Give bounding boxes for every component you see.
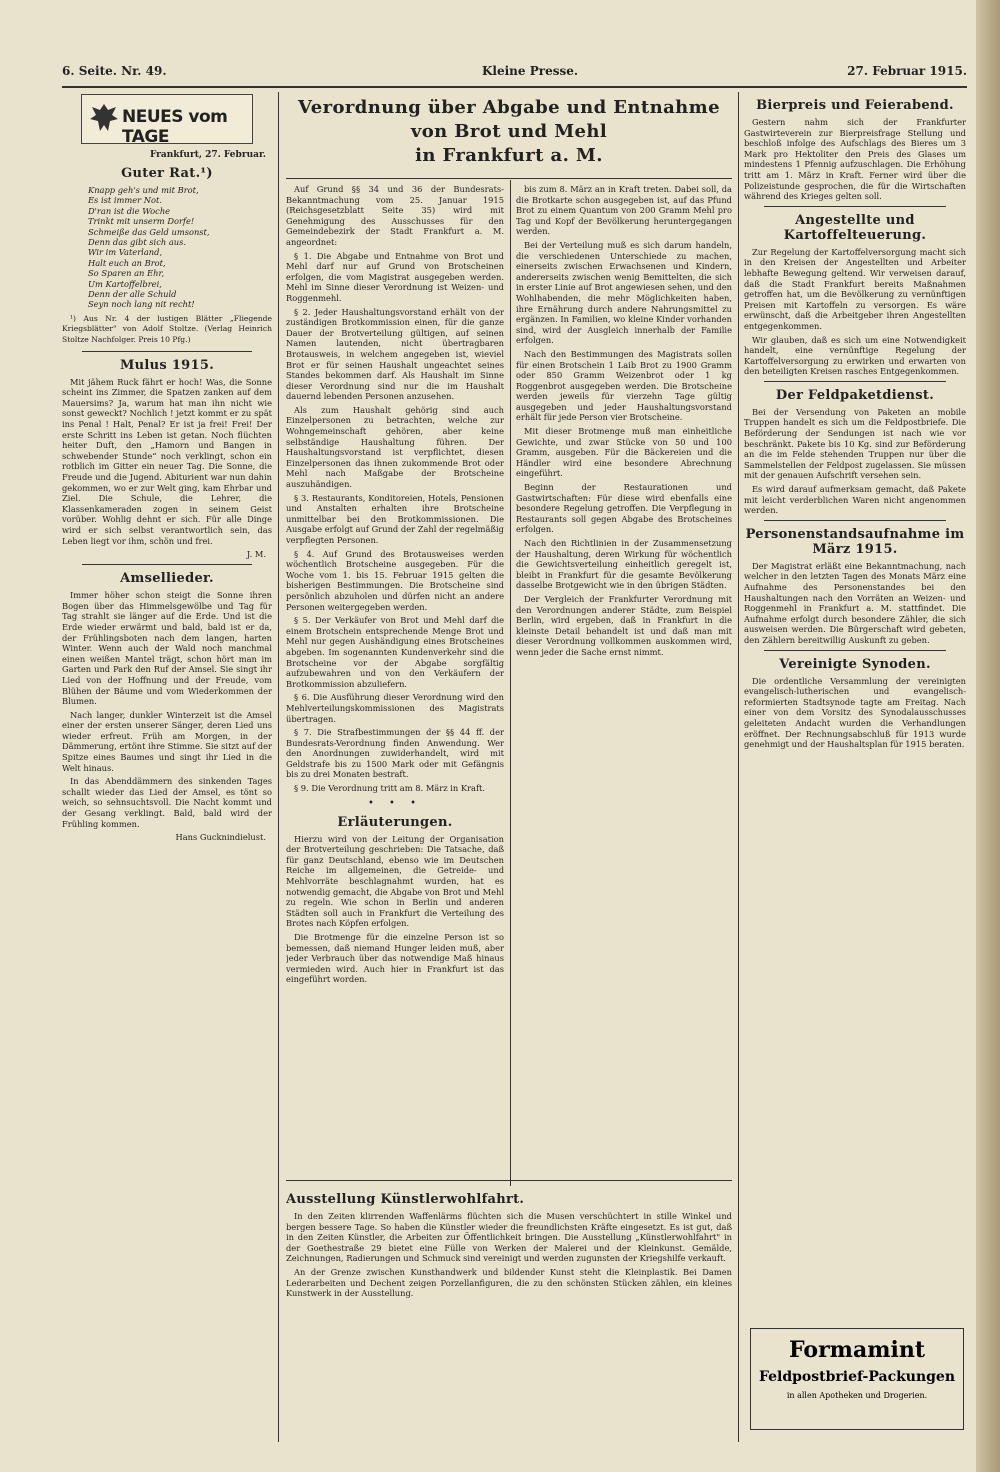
- article-body: § 3. Restaurants, Konditoreien, Hotels, Pensionen und Anstalten erhalten ihre Brotscheine unmittelbar bei den Brotkommissionen. Die Ausgabe erfolgt auf Grund der Zahl der regelmäßig verpflegten Personen.: [286, 492, 504, 545]
- article-title: Mulus 1915.: [119, 357, 215, 373]
- article-title: Der Feldpaketdienst.: [775, 387, 935, 403]
- article-body: § 6. Die Ausführung dieser Verordnung wird den Mehlverteilungskommissionen des Magistrats übertragen.: [286, 692, 504, 724]
- article-body: Die Brotmenge für die einzelne Person ist so bemessen, daß niemand Hunger leiden muß, aber jeder Verbrauch über das notwendige Maß hinaus vermieden wird. Auch hier in Frankfurt ist das eingeführt worden.: [286, 932, 504, 985]
- article-body: Beginn der Restaurationen und Gastwirtschaften: Für diese wird ebenfalls eine besondere Regelung getroffen. Die Verpflegung in Restaurants soll gegen Abgabe des Brotscheines erfolgen.: [516, 482, 732, 535]
- article-title: Amsellieder.: [120, 571, 214, 587]
- signature: J. M.: [246, 549, 266, 560]
- article-title: Vereinigte Synoden.: [779, 656, 931, 672]
- article-body: § 9. Die Verordnung tritt am 8. März in Kraft.: [294, 783, 486, 794]
- article-body: § 1. Die Abgabe und Entnahme von Brot und Mehl darf nur auf Grund von Brotscheinen erfolgen, die vom Magistrat ausgegeben werden. Mehl im Sinne dieser Verordnung ist Weizen- und Roggenmehl.: [286, 250, 504, 303]
- article-body: Bei der Verteilung muß es sich darum handeln, die verschiedenen Unterschiede zu machen, einerseits zwischen Erwachsenen und Kindern, andererseits zwischen wenig Bemittelten, die sich in erster Linie auf Brot angewiesen sehen, und den Wohlhabenden, die mehr Möglichkeiten haben, ihre Ernährung durch andere Nahrungsmittel zu ergänzen. In Familien, wo kleine Kinder vorhanden sind, wird der Ausgleich innerhalb der Familie erfolgen.: [516, 239, 732, 346]
- article-body: § 7. Die Strafbestimmungen der §§ 44 ff. der Bundesrats-Verordnung finden Anwendung. Wer den Anordnungen zuwiderhandelt, wird mit Geldstrafe bis zu 1500 Mark oder mit Gefängnis bis zu drei Monaten bestraft.: [286, 727, 504, 780]
- article-rule: [286, 1180, 732, 1181]
- poem: Knapp geh's und mit Brot, Es ist immer Not. D'ran ist die Woche Trinkt mit unserm Dorfe! Schmeiße das Geld umsonst, Denn das gibt sich aus. Wir im Vaterland, Halt euch an Brot, So Sparen an Ehr, Um Kartoffelbrei, Denn der alle Schuld Seyn noch lang nit recht!: [88, 185, 210, 310]
- article-body: Mit dieser Brotmenge muß man einheitliche Gewichte, und zwar Stücke von 50 und 100 Gramm, ausgeben. Für die Bäckereien und die Händler wird eine besondere Abrechnung eingeführt.: [516, 426, 732, 479]
- page-header: [62, 64, 967, 84]
- footnote: ¹) Aus Nr. 4 der lustigen Blätter „Fliegende Kriegsblätter" von Adolf Stoltze. (Verlag Heinrich Stoltze Nachfolger. Preis 10 Pfg.): [62, 313, 272, 345]
- article-title: Erläuterungen.: [337, 814, 453, 830]
- headline-rule: [286, 178, 732, 179]
- divider: [764, 381, 946, 382]
- section-logo: [81, 94, 253, 147]
- article-title: Guter Rat.¹): [121, 166, 213, 181]
- article-body: Nach langer, dunkler Winterzeit ist die Amsel einer der ersten unserer Sänger, deren Lied uns wieder erfreut. Früh am Morgen, in der Dämmerung, ertönt ihre Stimme. Sie sitzt auf der Spitze eines Baumes und singt ihr Lied in die Welt hinaus.: [62, 709, 272, 773]
- logo-text: NEUES vom TAGE: [122, 107, 228, 147]
- divider: [764, 520, 946, 521]
- headline-line-2: in Frankfurt a. M.: [415, 145, 603, 166]
- article-title: Bierpreis und Feierabend.: [756, 98, 954, 113]
- article-body: Auf Grund §§ 34 und 36 der Bundesrats-Bekanntmachung vom 25. Januar 1915 (Reichsgesetzblatt Seite 35) wird mit Genehmigung des Ausschusses für den Gemeindebezirk der Stadt Frankfurt a. M. angeordnet:: [286, 184, 504, 247]
- divider: [764, 650, 946, 651]
- eagle-icon: [88, 101, 120, 135]
- page-number: 6. Seite. Nr. 49.: [62, 64, 167, 78]
- advertisement-box: [750, 1328, 964, 1430]
- dateline: Frankfurt, 27. Februar.: [149, 150, 266, 160]
- column-rule: [738, 92, 739, 1442]
- signature: Hans Gucknindielust.: [175, 832, 266, 843]
- article-body: bis zum 8. März an in Kraft treten. Dabei soll, da die Brotkarte schon ausgegeben ist, auf das Pfund Brot zu einem Quantum von 200 Gramm Mehl pro Tag und Kopf der Bevölkerung heruntergegangen werden.: [516, 184, 732, 237]
- article-body: Es wird darauf aufmerksam gemacht, daß Pakete mit leicht verderblichen Waren nicht angenommen werden.: [744, 484, 966, 516]
- art-article: [286, 1186, 732, 1442]
- divider: [82, 564, 252, 565]
- article-body: Die ordentliche Versammlung der vereinigten evangelisch-lutherischen und evangelisch-reformierten Stadtsynode tagte am Freitag. Nach einer von dem Vorsitz des Synodalausschusses geleiteten Andacht wurden die Verhandlungen eröffnet. Der Rechnungsabschluß für 1913 wurde genehmigt und der Haushaltsplan für 1915 beraten.: [744, 675, 966, 750]
- separator-dots: • • •: [367, 797, 423, 809]
- column-4: [744, 92, 966, 1322]
- article-body: Wir glauben, daß es sich um eine Notwendigkeit handelt, eine vernünftige Regelung der Kartoffelversorgung zu erwirken und erwarten von den beteiligten Kreisen rasches Entgegenkommen.: [744, 334, 966, 377]
- ad-note: in allen Apotheken und Drogerien.: [786, 1391, 928, 1400]
- article-body: Der Magistrat erläßt eine Bekanntmachung, nach welcher in den letzten Tagen des Monats März eine Aufnahme des Personenstandes bei den Haushaltungen nach den Vorräten an Weizen- und Roggenmehl in Frankfurt a. M. stattfindet. Die Aufnahme erfolgt durch besondere Zähler, die sich ausweisen werden. Die Bürgerschaft wird gebeten, den Zählern bereitwillig Auskunft zu geben.: [744, 560, 966, 645]
- article-body: Der Vergleich der Frankfurter Verordnung mit den Verordnungen anderer Städte, zum Beispiel Berlin, wird ergeben, daß in Frankfurt in die kleinste Detail behandelt ist und daß man mit dieser Verordnung vollkommen auskommen wird, wenn jeder die Sache ernst nimmt.: [516, 593, 732, 657]
- article-body: In den Zeiten klirrenden Waffenlärms flüchten sich die Musen verschüchtert in stille Winkel und bergen bessere Tage. So haben die Künstler wieder die freundlichsten Kräfte eingesetzt. Es ist gut, daß in den Zeiten Künstler, die Arbeiten zur Öffentlichkeit bringen. Die Ausstellung „Künstlerwohlfahrt" in der Goethestraße 29 bietet eine Fülle von Werken der Malerei und der Kleinkunst. Gemälde, Zeichnungen, Radierungen und Schmuck sind vereinigt und werden zugunsten der Kriegshilfe verkauft.: [286, 1211, 732, 1264]
- article-body: § 5. Der Verkäufer von Brot und Mehl darf die einem Brotschein entsprechende Menge Brot und Mehl nur gegen Aushändigung eines Brotscheines abgeben. Im sogenannten Kundenverkehr sind die Brotscheine vor der Abgabe sorgfältig aufzubewahren und von den Verkäufern der Brotkommission abzuliefern.: [286, 615, 504, 689]
- article-body: Nach den Bestimmungen des Magistrats sollen für einen Brotschein 1 Laib Brot zu 1900 Gramm oder 850 Gramm Weizenbrot oder 1 kg Roggenbrot ausgegeben werden. Die Brotscheine werden jeweils für vierzehn Tage gültig ausgegeben und jeder Haushaltungsvorstand erhält für jede Person vier Brotscheine.: [516, 348, 732, 423]
- article-body: Immer höher schon steigt die Sonne ihren Bogen über das Himmelsgewölbe und Tag für Tag strahlt sie länger auf die Erde. Und ist die Erde wieder erwärmt und bald, bald ist er da, der Frühlingsboten nach dem langen, harten Winter. Wenn auch der Wald noch manchmal einen weißen Mantel trägt, schon hört man im Garten und Park den Ruf der Amsel. Sie singt ihr Lied von der Hoffnung und der Freude, vom Blühen der Bäume und vom Wiederkommen der Blumen.: [62, 590, 272, 707]
- ad-title: Formamint: [788, 1337, 925, 1363]
- article-body: Mit jähem Ruck fährt er hoch! Was, die Sonne scheint ins Zimmer, die Spatzen zanken auf dem Mauersims? Ja, warum hat man ihn nicht wie sonst geweckt? Nochlich ! jetzt kommt er zu spät ins Penal ! Halt, Penal? Er ist ja frei! Frei! Der erste Schritt ins Leben ist getan. Noch flüchten heiter Duft, den „Hamorn und Bangen in schwebender Stunde“ noch verklingt, schon ein rotblich im Gitter ein neuer Tag. Die Sonne, die Freude und die Jugend. Abiturient war nun dahin gekommen, wo er zur Welt ging, kam Ehrbar und Ziel. Die Schule, die Lehrer, die Klassenkameraden zogen in seinem Geist vorüber. Wohlig dehnt er sich. Für alle Dinge wird er sich selbst verantwortlich sein, das Leben liegt vor ihm, schön und frei.: [62, 376, 272, 546]
- header-rule: [62, 86, 967, 88]
- article-body: An der Grenze zwischen Kunsthandwerk und bildender Kunst steht die Kleinplastik. Bei Damen Lederarbeiten und Dechent zeigen Porzellanfiguren, die zu den schönsten Stücken zählen, ein kleines Kunstwerk in der Ausstellung.: [286, 1266, 732, 1299]
- article-body: Bei der Versendung von Paketen an mobile Truppen handelt es sich um die Feldpostbriefe. Die Beförderung der Sendungen ist nach wie vor beschränkt. Pakete bis 10 Kg. sind zur Beförderung an die im Felde stehenden Truppen nur über die Sammelstellen der Feldpost zugelassen. Sie müssen mit der genauen Aufschrift versehen sein.: [744, 406, 966, 481]
- article-body: Gestern nahm sich der Frankfurter Gastwirteverein zur Bierpreisfrage Stellung und beschloß infolge des Aufschlags des Bieres um 3 Mark pro Hektoliter den Preis des Glases um mindestens 1 Pfennig aufzuschlagen. Die Erhöhung tritt am 1. März in Kraft. Ferner wird über die Polizeistunde gesprochen, die für die Wirtschaften während des Krieges gelten soll.: [744, 117, 966, 202]
- headline-line-1: Verordnung über Abgabe und Entnahme von Brot und Mehl: [298, 97, 720, 142]
- main-headline: [286, 96, 732, 176]
- article-body: § 2. Jeder Haushaltungsvorstand erhält von der zuständigen Brotkommission einen, für die ganze Dauer der Brotverteilung gültigen, auf seinen Namen lautenden, nicht übertragbaren Brotausweis, in welchem angegeben ist, wieviel Brot er für seinen Haushalt ungeachtet seines Standes bekommen darf. Als Haushalt im Sinne dieser Verordnung sind nur die im Haushalt dauernd lebenden Personen anzusehen.: [286, 306, 504, 402]
- article-body: § 4. Auf Grund des Brotausweises werden wöchentlich Brotscheine ausgegeben. Für die Woche vom 1. bis 15. Februar 1915 gelten die bisherigen Bestimmungen. Die Brotscheine sind persönlich abzuholen und dürfen nicht an andere Personen weitergegeben werden.: [286, 548, 504, 612]
- article-title: Angestellte und Kartoffelteuerung.: [783, 212, 927, 243]
- paper-name: Kleine Presse.: [482, 64, 579, 78]
- article-title: Personenstandsaufnahme im März 1915.: [745, 526, 965, 557]
- article-body: Als zum Haushalt gehörig sind auch Einzelpersonen zu betrachten, welche zur Wohngemeinschaft gehören, aber keine selbständige Haushaltung führen. Der Haushaltungsvorstand ist verpflichtet, diesen Einzelpersonen das ihnen zukommende Brot oder Mehl nach Maßgabe der Brotscheine auszuhändigen.: [286, 404, 504, 490]
- article-body: In das Abenddämmern des sinkenden Tages schallt wieder das Lied der Amsel, es tönt so weich, so sehnsuchtsvoll. Die Nacht kommt und der Gesang verklingt. Bald, bald wird der Frühling kommen.: [62, 776, 272, 829]
- article-body: Nach den Richtlinien in der Zusammensetzung der Haushaltung, deren Wirkung für wöchentlich die Gewichtsverteilung einheitlich geregelt ist, bleibt in Frankfurt für die gesamte Bevölkerung dasselbe Brotgewicht wie in den übrigen Städten.: [516, 538, 732, 591]
- column-1: [62, 92, 272, 1442]
- divider: [82, 351, 252, 352]
- divider: [764, 206, 946, 207]
- issue-date: 27. Februar 1915.: [847, 64, 967, 78]
- ad-subtitle: Feldpostbrief-Packungen: [758, 1369, 956, 1385]
- article-title: Ausstellung Künstlerwohlfahrt.: [286, 1192, 525, 1207]
- page-edge: [976, 0, 1000, 1472]
- article-body: Hierzu wird von der Leitung der Organisation der Brotverteilung geschrieben: Die Tatsache, daß für ganz Deutschland, ebenso wie im Deutschen Reiche im allgemeinen, die Getreide- und Mehlvorräte beschlagnahmt wurden, hat es notwendig gemacht, die Abgabe von Brot und Mehl zu regeln. Wie schon in Berlin und anderen Städten soll auch in Frankfurt die Verteilung des Brotes nach Köpfen erfolgen.: [286, 833, 504, 929]
- article-body: Zur Regelung der Kartoffelversorgung macht sich in den Kreisen der Angestellten und Arbeiter lebhafte Bewegung geltend. Wir verweisen darauf, daß die Stadt Frankfurt bereits Maßnahmen getroffen hat, um die Bevölkerung zu vernünftigen Preisen mit Kartoffeln zu versorgen. Es wäre erwünscht, daß die Arbeitgeber ihren Angestellten entgegenkommen.: [744, 246, 966, 331]
- column-rule: [278, 92, 279, 1442]
